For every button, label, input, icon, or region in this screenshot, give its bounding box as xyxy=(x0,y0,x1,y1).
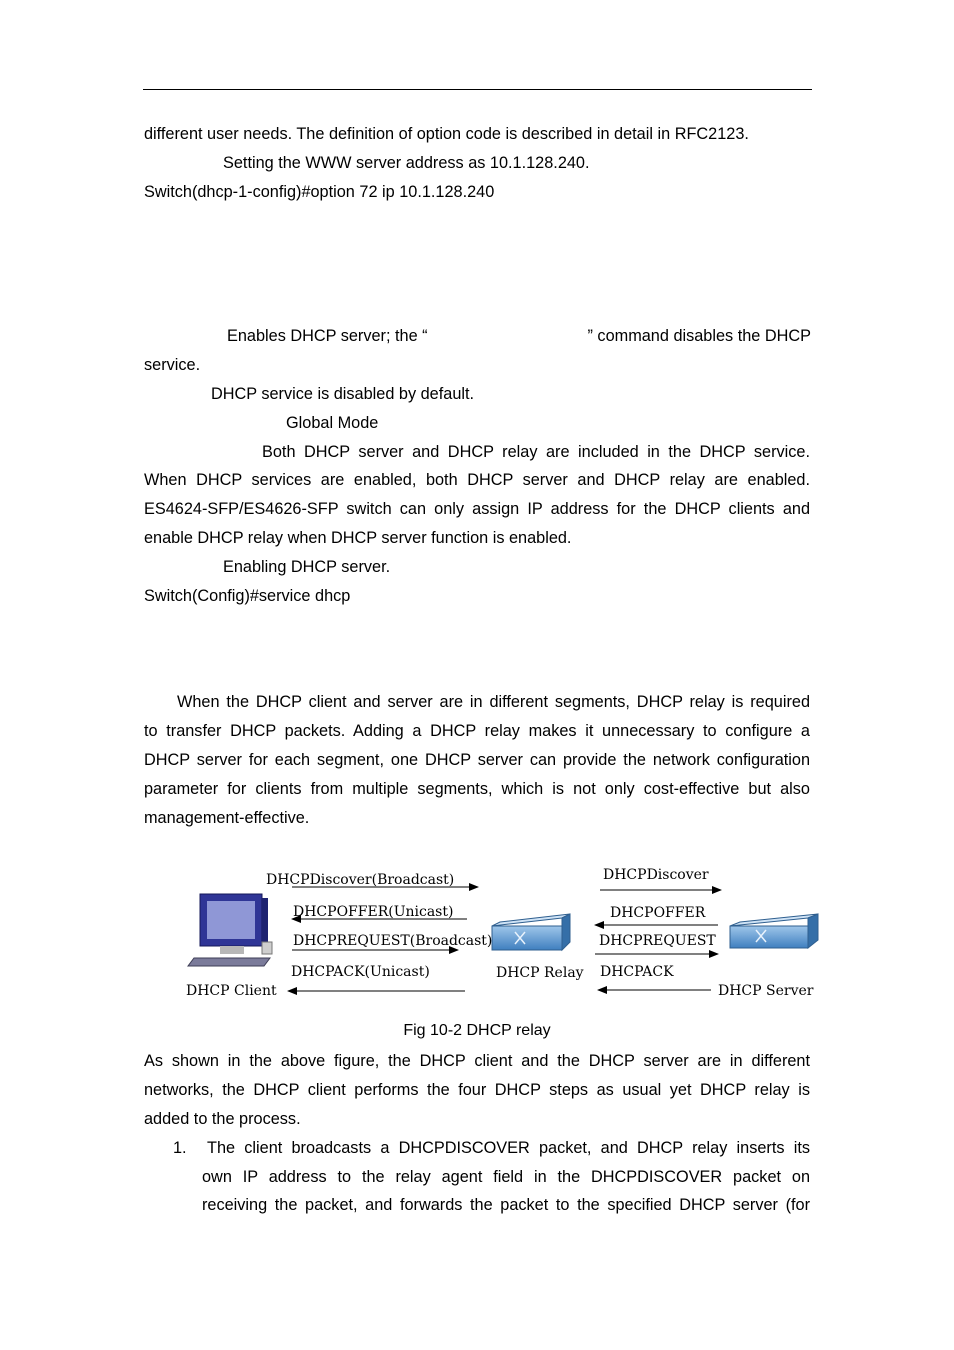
text-line: When DHCP services are enabled, both DHCP server and DHCP relay are enabled. xyxy=(144,471,810,489)
ack-label: DHCPACK xyxy=(600,964,674,980)
list-item-line: The client broadcasts a DHCPDISCOVER packet, and DHCP relay inserts its xyxy=(207,1139,810,1157)
discover-label: DHCPDiscover xyxy=(603,867,709,883)
text-line: ES4624-SFP/ES4626-SFP switch can only assign IP address for the DHCP clients and xyxy=(144,500,810,518)
paragraph-line: When the DHCP client and server are in different segments, DHCP relay is required xyxy=(177,693,810,711)
usage-guide-text: Both DHCP server and DHCP relay are included in the DHCP service. xyxy=(262,443,810,461)
function-text-b: ” command disables the DHCP xyxy=(587,327,811,345)
list-item-line: receiving the packet, and forwards the packet to the specified DHCP server (for xyxy=(202,1196,810,1214)
paragraph-line: management-effective. xyxy=(144,809,310,827)
client-label: DHCP Client xyxy=(186,983,277,999)
paragraph-line: As shown in the above figure, the DHCP client and the DHCP server are in different xyxy=(144,1052,810,1070)
text-line: service. xyxy=(144,356,201,374)
request-label: DHCPREQUEST xyxy=(599,933,716,949)
list-number: 1. xyxy=(173,1139,187,1157)
server-label: DHCP Server xyxy=(718,983,814,999)
computer-icon xyxy=(188,894,272,966)
discover-broadcast-label: DHCPDiscover(Broadcast) xyxy=(266,872,455,888)
ack-unicast-label: DHCPACK(Unicast) xyxy=(291,964,430,980)
list-item-line: own IP address to the relay agent field in the DHCPDISCOVER packet on xyxy=(202,1168,810,1186)
paragraph-line: networks, the DHCP client performs the four DHCP steps as usual yet DHCP relay is xyxy=(144,1081,810,1099)
paragraph-line: DHCP server for each segment, one DHCP server can provide the network configuration xyxy=(144,751,810,769)
text-line: different user needs. The definition of option code is described in detail in RFC2123. xyxy=(144,125,749,143)
offer-label: DHCPOFFER xyxy=(610,905,706,921)
paragraph-line: to transfer DHCP packets. Adding a DHCP relay makes it unnecessary to configure a xyxy=(144,722,810,740)
request-broadcast-label: DHCPREQUEST(Broadcast) xyxy=(293,933,493,949)
paragraph-line: parameter for clients from multiple segments, which is not only cost-effective but also xyxy=(144,780,810,798)
text-line: enable DHCP relay when DHCP server function is enabled. xyxy=(144,529,572,547)
relay-switch-icon xyxy=(492,914,570,950)
dhcp-relay-diagram xyxy=(180,858,820,1008)
figure-caption: Fig 10-2 DHCP relay xyxy=(403,1022,551,1039)
command-mode-text: Global Mode xyxy=(286,414,379,432)
header-rule xyxy=(143,89,812,90)
offer-unicast-label: DHCPOFFER(Unicast) xyxy=(293,904,454,920)
relay-label: DHCP Relay xyxy=(496,965,584,981)
example-description: Setting the WWW server address as 10.1.128.240. xyxy=(223,154,590,172)
command-example: Switch(Config)#service dhcp xyxy=(144,587,351,605)
function-text-a: Enables DHCP server; the “ xyxy=(227,327,428,345)
paragraph-line: added to the process. xyxy=(144,1110,301,1128)
server-switch-icon xyxy=(730,914,818,948)
example-description: Enabling DHCP server. xyxy=(223,558,391,576)
default-text: DHCP service is disabled by default. xyxy=(211,385,475,403)
command-example: Switch(dhcp-1-config)#option 72 ip 10.1.128.240 xyxy=(144,183,495,201)
